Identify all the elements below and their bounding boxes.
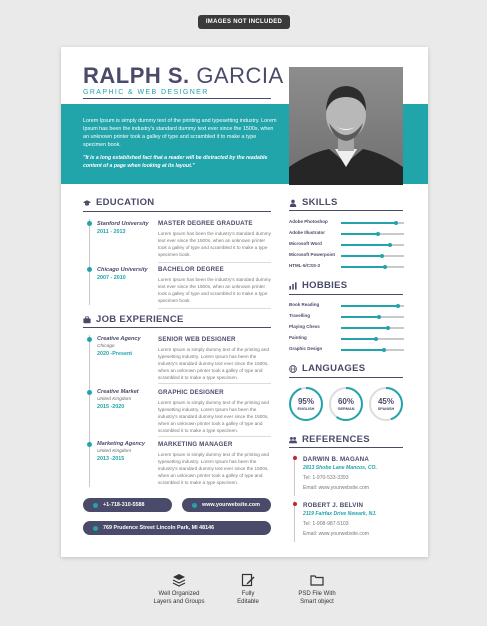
references-heading [289,434,370,445]
resume-page [61,47,428,557]
hobby-fill [341,327,388,329]
feature-line1: Well Organized [158,591,200,597]
education-desc: Lorem Ipsum has been the industry's standard dummy text ever since the 1500s, when an unknown printer took a galley of type and scrambled it to make a type specimen book. [158,277,271,304]
feature-psd [286,573,348,606]
education-heading [83,197,154,208]
hobby-fill [341,305,398,307]
skill-row [289,252,405,260]
hobby-track [341,349,404,351]
reference-phone: Tel: 1-970-533-3393 [303,475,349,481]
hobby-row [289,324,405,332]
reference-divider [294,455,295,496]
first-name: RALPH S. [83,63,190,88]
hobby-row [289,302,405,310]
experience-timeline [89,335,90,487]
experience-title: JOB EXPERIENCE [96,314,184,325]
experience-years: 2013 -2015 [97,456,125,462]
education-place: Stanford University [97,221,149,227]
skill-track [341,255,404,257]
job-role: GRAPHIC & WEB DESIGNER [83,89,209,96]
skill-row [289,219,405,227]
language-percent: 45% [377,397,394,406]
references-title: REFERENCES [302,434,370,445]
feature-line2: Layers and Groups [153,599,205,605]
feature-line2: Editable [237,599,259,605]
contact-website-text: www.yourwebsite.com [202,502,260,508]
feature-layers [147,573,211,606]
globe-icon [289,365,297,373]
reference-divider [294,501,295,542]
skills-heading [289,197,338,208]
briefcase-icon [83,316,91,324]
hobby-label: Book Reading [289,302,320,307]
bar-chart-icon [289,282,297,290]
experience-location: United Kingdom [97,449,132,454]
education-desc: Lorem Ipsum has been the industry's standard dummy text ever since the 1500s, when an unknown printer took a galley of type and scrambled it to make a type specimen book. [158,231,271,258]
profile-photo [289,67,403,185]
language-german [328,386,364,422]
timeline-dot [87,267,92,272]
reference-email: Email: www.yourwebsite.com [303,531,369,537]
skill-track [341,233,404,235]
reference-phone: Tel: 1-908-987-5103 [303,521,349,527]
contact-address-text: 769 Prudence Street Lincoln Park, MI 48146 [103,525,215,531]
hobby-track [341,316,404,318]
timeline-dot [87,337,92,342]
experience-company: Marketing Agency [97,441,145,447]
entry-divider [158,436,271,437]
skill-track [341,266,404,268]
feature-line1: PSD File With [298,591,336,597]
experience-position: MARKETING MANAGER [158,441,233,448]
intro-quote: "It is a long established fact that a reader will be distracted by the readable content of a page when looking at its layout." [83,155,268,169]
experience-location: Chicago [97,344,115,349]
entry-divider [158,262,271,263]
entry-divider [158,383,271,384]
location-pin-icon [93,526,98,531]
language-name: ENGLISH [297,407,315,411]
education-timeline [89,219,90,305]
skill-knob [380,254,384,258]
hobby-knob [386,326,390,330]
education-years: 2011 - 2013 [97,229,126,235]
contact-website[interactable] [182,498,271,512]
hobby-label: Graphic Design [289,346,323,351]
language-name: GERMAN [337,407,355,411]
skill-fill [341,233,378,235]
reference-name: DARWIN B. MAGANA [303,456,369,463]
full-name [83,63,284,89]
feature-line2: Smart object [300,599,334,605]
experience-location: United Kingdom [97,397,132,402]
education-line [83,211,271,212]
experience-company: Creative Agency [97,336,141,342]
experience-years: 2015 -2020 [97,404,125,410]
language-name: SPANISH [377,407,395,411]
hobbies-title: HOBBIES [302,280,348,291]
skill-fill [341,266,385,268]
role-underline [83,98,271,99]
skill-label: Adobe Illustrator [289,230,326,235]
edit-icon [241,573,255,587]
hobby-label: Travelling [289,313,311,318]
reference-marker [293,456,297,460]
language-percent: 95% [297,397,314,406]
hobby-track [341,327,404,329]
hobby-fill [341,316,379,318]
skill-fill [341,255,382,257]
language-english [288,386,324,422]
intro-band-right [404,104,428,184]
education-degree: BACHELOR DEGREE [158,266,224,273]
experience-heading [83,314,184,325]
skill-label: Microsoft Powerpoint [289,252,335,257]
last-name: GARCIA [196,63,284,88]
phone-icon [93,503,98,508]
hobby-row [289,313,405,321]
skills-title: SKILLS [302,197,338,208]
person-silhouette-icon [289,67,403,185]
skill-label: HTML-5/CSS-3 [289,263,321,268]
hobby-track [341,338,404,340]
experience-line [83,327,271,328]
education-degree: MASTER DEGREE GRADUATE [158,220,253,227]
hobby-fill [341,338,376,340]
skill-knob [394,221,398,225]
skill-track [341,222,404,224]
contact-address[interactable] [83,521,271,535]
language-percent: 60% [337,397,354,406]
skill-row [289,241,405,249]
hobby-row [289,335,405,343]
users-icon [289,436,297,444]
experience-desc: Lorem Ipsum is simply dummy text of the printing and typesetting industry. Lorem Ipsum has been the industry's standard dummy text ever since the 1500s, when an unknown printer took a galley of type and scrambled it to make a type specimen. [158,400,269,434]
language-spanish [368,386,404,422]
images-not-included-badge: IMAGES NOT INCLUDED [198,15,290,29]
hobby-knob [374,337,378,341]
hobby-row [289,346,405,354]
experience-position: SENIOR WEB DESIGNER [158,336,236,343]
feature-editable [222,573,274,606]
reference-address: 2813 Shobe Lane Mancos, CO. [303,465,377,471]
languages-line [289,377,403,378]
skill-track [341,244,404,246]
hobby-fill [341,349,384,351]
skills-line [289,210,403,211]
education-years: 2007 - 2010 [97,275,126,281]
experience-desc: Lorem Ipsum is simply dummy text of the printing and typesetting industry. Lorem Ipsum has been the industry's standard dummy text ever since the 1500s, when an unknown printer took a galley of type and scrambled it to make a type specimen. [158,452,269,486]
skill-fill [341,244,390,246]
skill-fill [341,222,396,224]
globe-icon [192,503,197,508]
skill-knob [388,243,392,247]
reference-address: 2119 Fairfax Drive Newark, NJ. [303,511,377,517]
hobby-knob [382,348,386,352]
skill-row [289,263,405,271]
file-icon [310,573,324,587]
education-title: EDUCATION [96,197,155,208]
contact-phone-text: +1-718-310-5588 [103,502,145,508]
hobby-knob [396,304,400,308]
hobby-label: Painting [289,335,307,340]
experience-company: Creative Market [97,389,139,395]
reference-marker [293,502,297,506]
skill-knob [376,232,380,236]
timeline-dot [87,442,92,447]
hobby-knob [377,315,381,319]
experience-position: GRAPHIC DESIGNER [158,389,224,396]
skill-label: Microsoft Word [289,241,322,246]
entry-divider [158,308,271,309]
timeline-dot [87,390,92,395]
experience-desc: Lorem Ipsum is simply dummy text of the printing and typesetting industry. Lorem Ipsum has been the industry's standard dummy text ever since the 1500s, when an unknown printer took a galley of type and scrambled it to make a type specimen. [158,347,269,381]
skill-row [289,230,405,238]
graduation-cap-icon [83,199,91,207]
hobby-track [341,305,404,307]
hobbies-heading [289,280,347,291]
intro-text: Lorem Ipsum is simply dummy text of the printing and typesetting industry. Lorem Ipsum has been the industry's standard dummy text ever since the 1500s, when an unknown printer took a galley of type and scrambled it to make a type specimen book. [83,118,277,149]
contact-phone[interactable] [83,498,172,512]
layers-icon [172,573,186,587]
languages-heading [289,363,365,374]
skill-label: Adobe Photoshop [289,219,328,224]
reference-name: ROBERT J. BELVIN [303,502,364,509]
person-icon [289,199,297,207]
references-line [289,447,403,448]
skill-knob [383,265,387,269]
experience-years: 2020 -Present [97,351,133,357]
languages-title: LANGUAGES [302,363,366,374]
education-place: Chicago University [97,267,148,273]
hobbies-line [289,294,403,295]
timeline-dot [87,221,92,226]
reference-email: Email: www.yourwebsite.com [303,485,369,491]
hobby-label: Playing Chess [289,324,320,329]
feature-line1: Fully [241,591,255,597]
